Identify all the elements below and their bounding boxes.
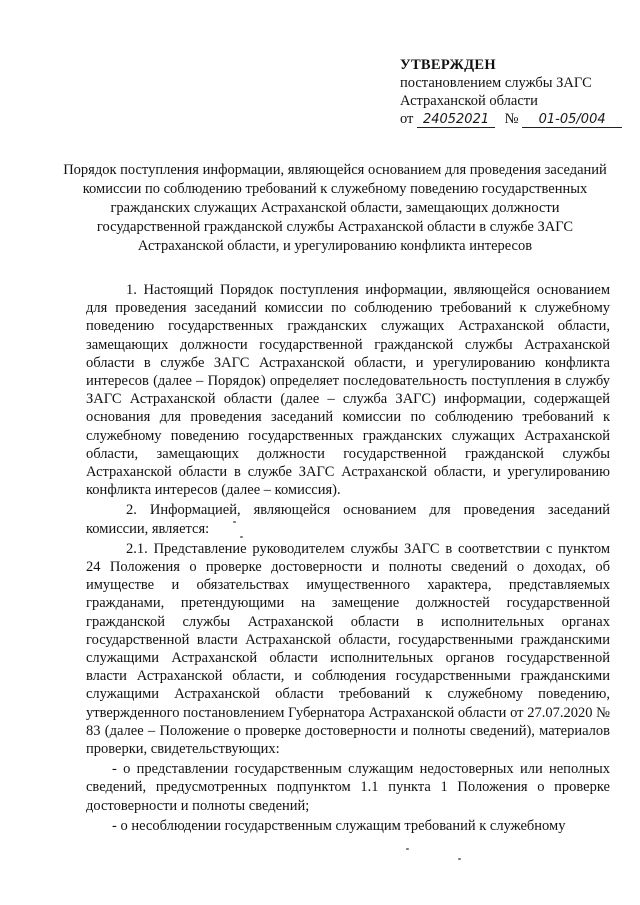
handwritten-date: 24052021 <box>417 113 495 128</box>
number-label: № <box>504 111 519 127</box>
handwritten-number: 01-05/004 <box>522 113 622 128</box>
document-title: Порядок поступления информации, являющейся основанием для проведения заседаний комиссии по соблюдению требований к служебному поведению государственных гражданских служащих Астраханской области, замещающих должности государственной гражданской службы Астраханской области в службе ЗАГС Астраханской области, и урегулированию конфликта интересов <box>63 162 607 254</box>
paragraph-2-1: 2.1. Представление руководителем службы ЗАГС в соответствии с пунктом 24 Положения о проверке достоверности и полноты сведений о доходах, об имуществе и обязательствах имущественного характера, представляемых гражданами, претендующими на замещение должностей государственной гражданской службы Астраханской области в исполнительных органах государственной власти Астраханской области, государственными гражданскими служащими Астраханской области исполнительных органов государственной власти Астраханской области, и соблюдения государственными гражданскими служащими Астраханской области требований к служебному поведению, утвержденного постановлением Губернатора Астраханской области от 27.07.2020 № 83 (далее – Положение о проверке достоверности и полноты сведений), материалов проверки, свидетельствующих: <box>86 540 610 758</box>
list-item-2: - о несоблюдении государственным служащим требований к служебному <box>112 817 566 834</box>
paragraph-1: 1. Настоящий Порядок поступления информации, являющейся основанием для проведения заседаний комиссии по соблюдению требований к служебному поведению государственных гражданских служащих Астраханской области, замещающих должности государственной гражданской службы Астраханской области в службе ЗАГС Астраханской области, и урегулированию конфликта интересов (далее – Порядок) определяет последовательность поступления в службу ЗАГС Астраханской области (далее – служба ЗАГС) информации, содержащей основания для проведения заседаний комиссии по соблюдению требований к служебному поведению государственных гражданских служащих Астраханской области, замещающих должности государственной гражданской службы Астраханской области в службе ЗАГС Астраханской области, и урегулированию конфликта интересов (далее – комиссия). <box>86 282 610 499</box>
approval-line-2: Астраханской области <box>400 93 538 109</box>
paragraph-2: 2. Информацией, являющейся основанием для проведения заседаний комиссии, является: <box>86 502 610 537</box>
scan-speck <box>458 858 461 860</box>
approval-date-row <box>400 110 630 128</box>
from-label: от <box>400 111 414 127</box>
document-body <box>86 281 610 835</box>
scan-speck <box>406 848 409 850</box>
scan-speck <box>240 536 243 538</box>
scan-speck <box>233 521 236 523</box>
list-item-1: - о представлении государственным служащим недостоверных или неполных сведений, предусмотренных подпунктом 1.1 пункта 1 Положения о проверке достоверности и полноты сведений; <box>86 761 610 814</box>
approval-stamp <box>400 56 630 128</box>
approval-line-1: постановлением службы ЗАГС <box>400 75 592 91</box>
approval-heading: УТВЕРЖДЕН <box>400 57 496 73</box>
